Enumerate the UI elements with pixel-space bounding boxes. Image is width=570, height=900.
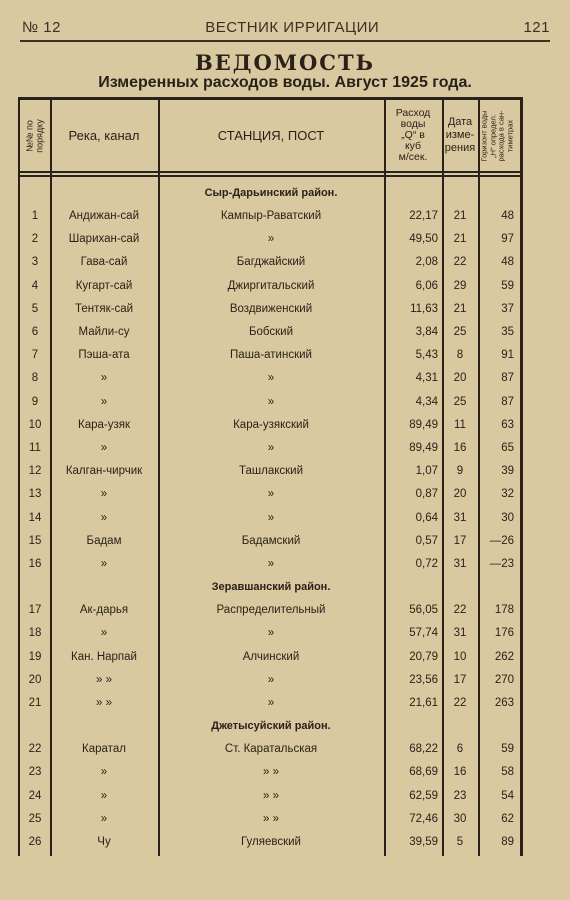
discharge-value: 11,63 bbox=[410, 302, 438, 315]
row-number: 13 bbox=[28, 488, 42, 501]
water-level: 89 bbox=[501, 836, 514, 848]
river-name: » bbox=[100, 511, 108, 524]
water-level: 87 bbox=[501, 395, 514, 408]
row-number: 16 bbox=[28, 558, 42, 570]
station-name: Ст. Каратальская bbox=[224, 743, 318, 756]
header-river: Река, канал bbox=[68, 128, 140, 143]
water-level: 87 bbox=[501, 372, 514, 385]
row-number: 17 bbox=[28, 604, 42, 617]
station-name: Багджайский bbox=[236, 256, 306, 269]
discharge-value: 22,17 bbox=[409, 210, 438, 222]
table-row bbox=[20, 414, 520, 437]
document-subtitle: Измеренных расходов воды. Август 1925 года. bbox=[98, 74, 472, 91]
measure-date: 21 bbox=[453, 233, 467, 246]
river-name: » bbox=[100, 789, 108, 802]
table-row bbox=[20, 367, 520, 390]
station-name: » bbox=[267, 697, 275, 709]
table-row bbox=[20, 646, 520, 669]
discharge-value: 6,06 bbox=[415, 279, 438, 292]
water-level: 263 bbox=[494, 697, 514, 709]
row-number: 21 bbox=[28, 697, 42, 709]
discharge-value: 4,34 bbox=[415, 395, 438, 408]
water-level: 63 bbox=[501, 418, 514, 431]
table-row bbox=[20, 437, 520, 460]
river-name: » bbox=[100, 395, 108, 408]
table-row bbox=[20, 205, 520, 228]
discharge-value: 0,87 bbox=[415, 488, 438, 501]
station-name: » » bbox=[263, 766, 279, 779]
river-name: Тентяк-сай bbox=[74, 302, 134, 315]
station-name: » bbox=[267, 442, 275, 454]
water-level: 54 bbox=[501, 789, 514, 802]
row-number: 9 bbox=[31, 395, 39, 408]
water-level: 262 bbox=[494, 650, 514, 663]
document-title: ВЕДОМОСТЬ bbox=[195, 50, 375, 75]
section-title: Зеравшанский район. bbox=[211, 581, 331, 594]
river-name: Гава-сай bbox=[80, 256, 128, 269]
station-name: » bbox=[267, 511, 275, 524]
page-number: 121 bbox=[523, 18, 550, 36]
measure-date: 30 bbox=[453, 812, 467, 825]
station-name: Кара-узякский bbox=[233, 418, 309, 431]
river-name: Кан. Нарпай bbox=[71, 650, 137, 663]
water-level: 65 bbox=[501, 442, 514, 454]
station-name: Бадамский bbox=[241, 534, 301, 547]
river-name: » bbox=[100, 766, 108, 779]
header-level-line: Горизонт воды bbox=[480, 110, 489, 161]
section-title: Сыр-Дарьинский район. bbox=[204, 187, 338, 199]
measure-date: 22 bbox=[453, 604, 467, 617]
measure-date: 21 bbox=[453, 210, 467, 222]
station-name: Алчинский bbox=[242, 650, 300, 663]
discharge-value: 68,22 bbox=[409, 743, 438, 756]
header-no bbox=[20, 100, 50, 171]
header-discharge-line: „Q“ в bbox=[401, 129, 425, 141]
measure-date: 5 bbox=[456, 836, 464, 848]
row-number: 8 bbox=[31, 372, 39, 385]
discharge-value: 0,64 bbox=[415, 511, 438, 524]
row-number: 22 bbox=[28, 743, 42, 756]
header-date-line: рения bbox=[444, 142, 476, 154]
table-row bbox=[20, 808, 520, 831]
measure-date: 17 bbox=[453, 673, 467, 686]
table-row bbox=[20, 831, 520, 854]
water-level: 37 bbox=[501, 302, 514, 315]
table-row bbox=[20, 460, 520, 483]
row-number: 11 bbox=[29, 442, 41, 454]
river-name: Пэша-ата bbox=[78, 349, 130, 362]
row-number: 20 bbox=[28, 673, 42, 686]
measure-date: 20 bbox=[453, 488, 467, 501]
water-level: 30 bbox=[501, 511, 514, 524]
station-name: » » bbox=[263, 812, 279, 825]
river-name: Андижан-сай bbox=[69, 210, 139, 222]
station-name: » bbox=[267, 558, 275, 570]
table-row bbox=[20, 344, 520, 367]
row-number: 18 bbox=[28, 627, 42, 640]
discharge-value: 4,31 bbox=[415, 372, 438, 385]
station-name: » » bbox=[263, 789, 279, 802]
water-level: 35 bbox=[501, 326, 514, 338]
table-row bbox=[20, 669, 520, 692]
water-level: 97 bbox=[501, 233, 514, 246]
row-number: 10 bbox=[28, 418, 42, 431]
measure-date: 23 bbox=[453, 789, 467, 802]
water-level: 176 bbox=[494, 627, 514, 640]
table-row bbox=[20, 507, 520, 530]
discharge-value: 2,08 bbox=[415, 256, 438, 269]
discharge-value: 0,72 bbox=[415, 558, 438, 570]
river-name: Калган-чирчик bbox=[65, 465, 143, 478]
table-row bbox=[20, 251, 520, 274]
water-level: 62 bbox=[501, 812, 514, 825]
discharge-value: 72,46 bbox=[409, 812, 438, 825]
running-header bbox=[22, 16, 550, 38]
measure-date: 31 bbox=[453, 558, 467, 570]
discharge-value: 56,05 bbox=[409, 604, 438, 617]
station-name: » bbox=[267, 395, 275, 408]
river-name: » bbox=[100, 372, 108, 385]
row-number: 26 bbox=[28, 836, 42, 848]
header-level bbox=[478, 100, 518, 171]
row-number: 24 bbox=[28, 789, 42, 802]
measure-date: 25 bbox=[453, 326, 467, 338]
row-number: 6 bbox=[31, 326, 39, 338]
row-number: 14 bbox=[28, 511, 42, 524]
table-row bbox=[20, 530, 520, 553]
discharge-value: 20,79 bbox=[409, 650, 438, 663]
row-number: 12 bbox=[28, 465, 42, 478]
row-number: 2 bbox=[31, 233, 39, 246]
station-name: Распределительный bbox=[216, 604, 326, 617]
river-name: » bbox=[100, 558, 108, 570]
header-level-line: „H“ определ. bbox=[488, 113, 498, 158]
measure-date: 16 bbox=[453, 442, 467, 454]
table-row bbox=[20, 785, 520, 808]
row-number: 4 bbox=[31, 279, 39, 292]
row-number: 19 bbox=[28, 650, 42, 663]
table-row bbox=[20, 622, 520, 645]
river-name: » bbox=[100, 488, 108, 501]
station-name: Воздвиженский bbox=[229, 302, 313, 315]
measure-date: 22 bbox=[453, 256, 467, 269]
measure-date: 6 bbox=[456, 743, 464, 756]
table-header bbox=[20, 100, 520, 173]
journal-name: ВЕСТНИК ИРРИГАЦИИ bbox=[205, 18, 380, 36]
discharge-value: 3,84 bbox=[415, 326, 438, 338]
header-date-line: Дата bbox=[447, 116, 473, 128]
table-row bbox=[20, 553, 520, 576]
row-number: 7 bbox=[31, 349, 39, 362]
water-level: —26 bbox=[489, 534, 514, 547]
measure-date: 16 bbox=[453, 766, 467, 779]
discharge-value: 1,07 bbox=[415, 465, 438, 478]
row-number: 15 bbox=[28, 534, 42, 547]
table-row bbox=[20, 761, 520, 784]
header-rule bbox=[20, 40, 550, 42]
river-name: Майли-су bbox=[78, 326, 130, 338]
row-number: 1 bbox=[31, 210, 39, 222]
header-discharge-line: воды bbox=[400, 118, 426, 130]
header-station: СТАНЦИЯ, ПОСТ bbox=[217, 128, 325, 143]
table-row bbox=[20, 298, 520, 321]
header-discharge-line: куб bbox=[404, 140, 422, 152]
water-level: 48 bbox=[501, 210, 514, 222]
water-level: 91 bbox=[501, 349, 514, 362]
river-name: » bbox=[100, 442, 108, 454]
river-name: Чу bbox=[97, 836, 111, 848]
table-row bbox=[20, 483, 520, 506]
measure-date: 17 bbox=[453, 534, 467, 547]
discharge-value: 0,57 bbox=[415, 534, 438, 547]
station-name: » bbox=[267, 673, 275, 686]
station-name: Паша-атинский bbox=[230, 349, 312, 362]
header-no-line: порядку bbox=[35, 118, 46, 153]
header-level-line: тиметрах bbox=[505, 119, 515, 152]
water-level: 48 bbox=[501, 256, 514, 269]
header-discharge bbox=[384, 100, 442, 171]
river-name: » » bbox=[96, 673, 112, 686]
water-level: 59 bbox=[501, 743, 514, 756]
discharge-value: 21,61 bbox=[409, 697, 438, 709]
water-level: —23 bbox=[489, 558, 514, 570]
row-number: 3 bbox=[31, 256, 39, 269]
river-name: Шарихан-сай bbox=[68, 233, 140, 246]
measure-date: 8 bbox=[456, 349, 464, 362]
station-name: Кампыр-Раватский bbox=[220, 210, 322, 222]
issue-number: № 12 bbox=[22, 18, 61, 36]
water-level: 178 bbox=[494, 604, 514, 617]
table-row bbox=[20, 275, 520, 298]
row-number: 5 bbox=[31, 302, 39, 315]
discharge-value: 62,59 bbox=[409, 789, 438, 802]
river-name: Кара-узяк bbox=[78, 418, 130, 431]
table-row bbox=[20, 692, 520, 715]
discharge-value: 89,49 bbox=[409, 442, 438, 454]
water-level: 270 bbox=[494, 673, 514, 686]
river-name: » bbox=[100, 812, 108, 825]
water-level: 39 bbox=[501, 465, 514, 478]
river-name: Кугарт-сай bbox=[75, 279, 133, 292]
measure-date: 10 bbox=[453, 650, 467, 663]
measure-date: 22 bbox=[453, 697, 467, 709]
row-number: 23 bbox=[28, 766, 42, 779]
discharge-value: 89,49 bbox=[409, 418, 438, 431]
station-name: Джиргитальский bbox=[227, 279, 315, 292]
header-double-rule bbox=[20, 175, 520, 177]
header-level-line: расхода в сан- bbox=[497, 109, 506, 162]
measure-date: 11 bbox=[454, 418, 466, 431]
discharge-value: 39,59 bbox=[409, 836, 438, 848]
river-name: » » bbox=[96, 697, 112, 709]
station-name: » bbox=[267, 233, 275, 246]
measure-date: 9 bbox=[456, 465, 464, 478]
table-row bbox=[20, 738, 520, 761]
river-name: Каратал bbox=[82, 743, 126, 756]
measure-date: 31 bbox=[453, 511, 467, 524]
table-row bbox=[20, 391, 520, 414]
table-row bbox=[20, 599, 520, 622]
station-name: Гуляевский bbox=[241, 836, 301, 848]
header-discharge-line: м/сек. bbox=[398, 151, 428, 163]
river-name: Ак-дарья bbox=[79, 604, 129, 617]
table-row bbox=[20, 321, 520, 344]
station-name: Бобский bbox=[248, 326, 294, 338]
measure-date: 20 bbox=[453, 372, 467, 385]
water-level: 59 bbox=[501, 279, 514, 292]
river-name: » bbox=[100, 627, 108, 640]
discharge-value: 23,56 bbox=[409, 673, 438, 686]
station-name: » bbox=[267, 627, 275, 640]
discharge-value: 49,50 bbox=[409, 233, 438, 246]
discharge-value: 57,74 bbox=[409, 627, 438, 640]
station-name: » bbox=[267, 372, 275, 385]
measure-date: 29 bbox=[453, 279, 467, 292]
water-level: 58 bbox=[501, 766, 514, 779]
header-discharge-line: Расход bbox=[395, 107, 431, 119]
measure-date: 25 bbox=[453, 395, 467, 408]
station-name: Ташлакский bbox=[238, 465, 304, 478]
river-name: Бадам bbox=[86, 534, 122, 547]
table-row bbox=[20, 228, 520, 251]
header-date bbox=[442, 100, 478, 171]
water-level: 32 bbox=[501, 488, 514, 501]
measure-date: 31 bbox=[453, 627, 467, 640]
station-name: » bbox=[267, 488, 275, 501]
section-title: Джетысуйский район. bbox=[211, 720, 331, 733]
measurement-table bbox=[18, 97, 523, 856]
measure-date: 21 bbox=[453, 302, 467, 315]
header-no-line: №№ по bbox=[25, 119, 36, 152]
discharge-value: 5,43 bbox=[415, 349, 438, 362]
header-date-line: изме- bbox=[445, 129, 475, 141]
discharge-value: 68,69 bbox=[409, 766, 438, 779]
row-number: 25 bbox=[28, 812, 42, 825]
